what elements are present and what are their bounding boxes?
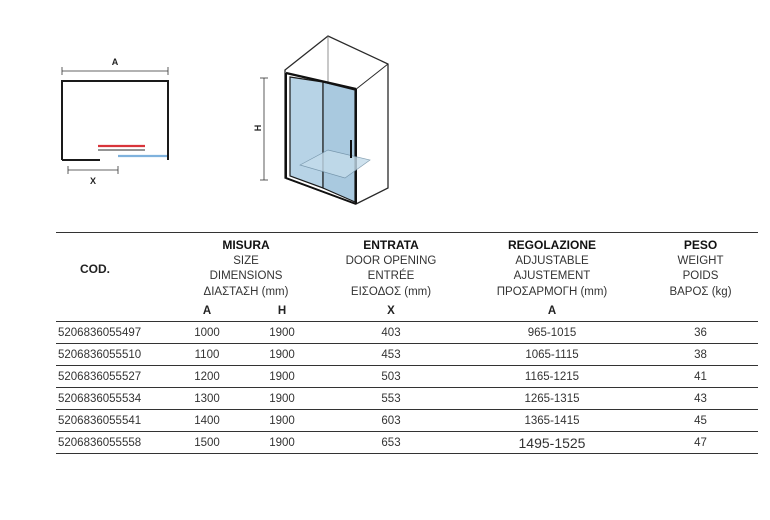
width-value: 1000 (171, 322, 243, 344)
width-value: 1500 (171, 432, 243, 454)
opening-value: 453 (321, 344, 461, 366)
adjustable-value: 965-1015 (461, 322, 643, 344)
plan-opening-label: X (89, 176, 97, 186)
adjustable-value: 1495-1525 (461, 432, 643, 454)
product-code: 5206836055497 (56, 322, 171, 344)
subheader-h: H (277, 305, 287, 317)
weight-value: 47 (643, 432, 758, 454)
weight-header (643, 237, 758, 301)
adjustable-value: 1065-1115 (461, 344, 643, 366)
size-line: SIZE (233, 254, 259, 267)
weight-value: 43 (643, 388, 758, 410)
weight-line: WEIGHT (677, 254, 724, 267)
table-row (56, 366, 758, 388)
product-code: 5206836055510 (56, 344, 171, 366)
shower-enclosure-drawing (253, 36, 388, 204)
size-line: DIMENSIONS (209, 270, 283, 282)
product-code: 5206836055558 (56, 432, 171, 454)
opening-value: 403 (321, 322, 461, 344)
plan-width-label: A (111, 57, 119, 67)
table-row (56, 410, 758, 432)
height-value: 1900 (243, 366, 321, 388)
door-opening-line: ΕΙΣΟΔΟΣ (mm) (350, 285, 432, 298)
width-value: 1100 (171, 344, 243, 366)
door-opening-line: DOOR OPENING (345, 254, 437, 267)
opening-value: 503 (321, 366, 461, 388)
width-value: 1400 (171, 410, 243, 432)
weight-line: ΒΑΡΟΣ (kg) (669, 285, 732, 298)
width-value: 1200 (171, 366, 243, 388)
subheader-a: A (202, 305, 212, 317)
header-row (56, 237, 758, 301)
subheader-row (56, 301, 758, 322)
fixed-glass-panel (290, 77, 323, 188)
table-row (56, 344, 758, 366)
subheader-adj: A (547, 305, 557, 317)
adjustable-header (461, 237, 643, 301)
adjustable-value: 1165-1215 (461, 366, 643, 388)
opening-value: 553 (321, 388, 461, 410)
adjustable-line: AJUSTEMENT (513, 270, 591, 282)
product-diagrams (0, 0, 770, 225)
product-code: 5206836055527 (56, 366, 171, 388)
opening-value: 653 (321, 432, 461, 454)
weight-title: PESO (683, 238, 718, 252)
product-code: 5206836055534 (56, 388, 171, 410)
weight-value: 36 (643, 322, 758, 344)
height-value: 1900 (243, 344, 321, 366)
weight-value: 38 (643, 344, 758, 366)
plan-view-drawing (62, 57, 168, 186)
adjustable-line: ADJUSTABLE (515, 254, 589, 267)
height-label: H (253, 124, 263, 132)
adjustable-title: REGOLAZIONE (507, 238, 596, 252)
subheader-x: X (387, 305, 395, 317)
product-code: 5206836055541 (56, 410, 171, 432)
adjustable-value: 1265-1315 (461, 388, 643, 410)
door-opening-header (321, 237, 461, 301)
table-row (56, 322, 758, 344)
height-value: 1900 (243, 410, 321, 432)
size-header (171, 237, 321, 301)
adjustable-value: 1365-1415 (461, 410, 643, 432)
height-value: 1900 (243, 432, 321, 454)
height-value: 1900 (243, 388, 321, 410)
table-row (56, 388, 758, 410)
table-row (56, 432, 758, 454)
size-line: ΔΙΑΣΤΑΣΗ (mm) (203, 285, 289, 298)
height-value: 1900 (243, 322, 321, 344)
door-opening-line: ENTRÉE (367, 270, 415, 282)
weight-line: POIDS (682, 270, 719, 282)
adjustable-line: ΠΡΟΣΑΡΜΟΓΗ (mm) (496, 285, 608, 298)
door-opening-title: ENTRATA (363, 238, 419, 252)
code-header: COD. (80, 262, 110, 276)
specification-table (56, 232, 758, 454)
weight-value: 41 (643, 366, 758, 388)
size-title: MISURA (222, 238, 270, 252)
opening-value: 603 (321, 410, 461, 432)
width-value: 1300 (171, 388, 243, 410)
weight-value: 45 (643, 410, 758, 432)
